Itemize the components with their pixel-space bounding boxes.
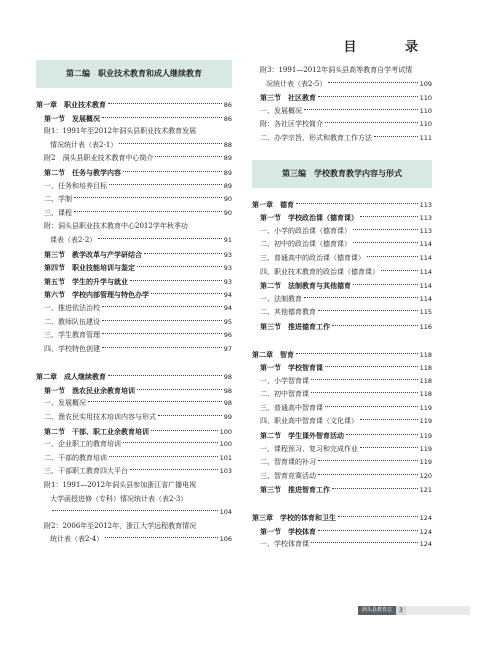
toc-page-number: 116	[419, 322, 432, 331]
book-title-tag: 洞头县教育志	[358, 606, 396, 615]
toc-entry-item[interactable]	[252, 132, 432, 146]
toc-entry-label: 第五节 学生的升学与就业	[44, 276, 128, 286]
toc-entry-label: 第二节 任务与教学内容	[44, 167, 121, 177]
toc-page-number: 113	[419, 226, 432, 235]
toc-entry-label: 第三节 社区教育	[260, 93, 316, 103]
toc-entry-item[interactable]	[36, 343, 232, 357]
toc-entry-label: 附1：1991—2012年洞头县参加浙江省广播电视	[44, 481, 197, 490]
toc-entry-item[interactable]	[252, 238, 432, 252]
toc-entry-label: 四、学校特色创建	[44, 344, 100, 353]
toc-entry-label: 一、任务和培养目标	[44, 181, 107, 190]
toc-entry-item[interactable]	[252, 105, 432, 119]
toc-entry-label: 第一节 学校体育	[260, 526, 316, 536]
dot-leader	[123, 171, 222, 172]
toc-entry-section[interactable]	[252, 320, 432, 334]
toc-entry-label: 二、其他德育教育	[260, 308, 316, 317]
dot-leader	[108, 103, 222, 104]
toc-page-number: 119	[419, 403, 432, 412]
toc-page-number: 106	[219, 535, 232, 544]
toc-entry-section[interactable]	[36, 425, 232, 439]
toc-entry-item[interactable]	[36, 329, 232, 343]
toc-entry-section[interactable]	[252, 525, 432, 539]
dot-leader	[332, 488, 418, 489]
toc-page-number: 118	[419, 390, 432, 399]
dot-leader	[105, 537, 217, 538]
toc-entry-cont[interactable]	[36, 234, 232, 248]
toc-entry-item[interactable]	[252, 266, 432, 280]
toc-entry-appendix[interactable]	[36, 152, 232, 166]
toc-entry-chapter[interactable]	[252, 348, 432, 362]
toc-entry-label: 第三节 推进智育工作	[260, 485, 330, 495]
toc-entry-label: 情况统计表（表2-1）	[50, 140, 118, 149]
toc-page-number: 96	[223, 331, 232, 340]
toc-entry-label: 三、学生教育管理	[44, 331, 100, 340]
toc-entry-item[interactable]	[252, 225, 432, 239]
toc-entry-label: 三、普通高中智育课	[260, 403, 323, 412]
toc-entry-section[interactable]	[252, 279, 432, 293]
toc-page-number: 118	[419, 376, 432, 385]
toc-entry-item[interactable]	[36, 438, 232, 452]
toc-entry-label: 三、课程	[44, 208, 72, 217]
toc-page-number: 104	[219, 508, 232, 517]
toc-entry-label: 二、干部的教育培训	[44, 453, 107, 462]
toc-page-number: 103	[219, 467, 232, 476]
dot-leader	[52, 510, 218, 511]
dot-leader	[311, 392, 418, 393]
toc-page-number: 124	[419, 527, 432, 536]
toc-page-number: 113	[419, 214, 432, 223]
dot-leader	[318, 474, 418, 475]
dot-leader	[102, 320, 222, 321]
toc-page-number: 89	[223, 168, 232, 177]
part-banner-3: 第三编 学校教育教学内容与形式	[252, 160, 432, 188]
toc-entry-chapter[interactable]	[36, 98, 232, 112]
toc-entry-label: 一、发展概况	[260, 106, 302, 115]
toc-entry-section[interactable]	[36, 275, 232, 289]
toc-entry-item[interactable]	[36, 207, 232, 221]
dot-leader	[381, 270, 418, 271]
toc-entry-appendix[interactable]	[36, 479, 232, 493]
toc-entry-label: 四、职业技术教育的政治课（德育课）	[260, 267, 379, 276]
toc-entry-item[interactable]	[252, 470, 432, 484]
dot-leader	[108, 375, 222, 376]
toc-entry-section[interactable]	[36, 248, 232, 262]
dot-leader	[311, 542, 418, 543]
toc-entry-appendix[interactable]	[36, 220, 232, 234]
toc-page-number: 86	[223, 114, 232, 123]
toc-page-number: 119	[419, 458, 432, 467]
dot-leader	[353, 229, 418, 230]
toc-entry-label: 一、发展概况	[44, 399, 86, 408]
toc-page-number: 89	[223, 154, 232, 163]
toc-page-number: 110	[419, 94, 432, 103]
dot-leader	[119, 143, 221, 144]
page-number: 3	[396, 606, 406, 615]
dot-leader	[144, 253, 222, 254]
dot-leader	[296, 203, 418, 204]
toc-entry-label: 第二章 智育	[252, 349, 294, 359]
toc-entry-item[interactable]	[36, 465, 232, 479]
toc-entry-label: 第二节 干部、职工业余教育培训	[44, 426, 149, 436]
dot-leader	[102, 347, 222, 348]
toc-entry-label: 三、智育竞赛活动	[260, 471, 316, 480]
toc-entry-label: 第二节 学生课外智育活动	[260, 431, 344, 441]
toc-entry-label: 统计表（表2-4）	[50, 535, 104, 544]
dot-leader	[102, 306, 222, 307]
toc-entry-item[interactable]	[36, 316, 232, 330]
toc-entry-cont[interactable]	[252, 78, 432, 92]
toc-spacer	[252, 334, 432, 348]
toc-entry-label: 二、教师队伍建设	[44, 317, 100, 326]
toc-page-number: 98	[223, 399, 232, 408]
toc-page-number: 124	[419, 540, 432, 549]
toc-entry-label: 一、推进依法治校	[44, 303, 100, 312]
dot-leader	[360, 447, 418, 448]
dot-leader	[328, 82, 417, 83]
toc-page-number: 124	[419, 514, 432, 523]
dot-leader	[325, 406, 418, 407]
toc-page-number: 90	[223, 208, 232, 217]
toc-page-number: 115	[419, 308, 432, 317]
toc-entry-label: 第三章 学校的体育和卫生	[252, 513, 336, 523]
dot-leader	[130, 469, 218, 470]
toc-entry-label: 二、学制	[44, 195, 72, 204]
dot-leader	[74, 211, 222, 212]
dot-leader	[158, 415, 222, 416]
dot-leader	[325, 122, 418, 123]
dot-leader	[360, 419, 418, 420]
toc-entry-label: 一、课程预习、复习和完成作业	[260, 444, 358, 453]
toc-entry-item[interactable]	[36, 193, 232, 207]
toc-entry-label: 附2 洞头县职业技术教育中心简介	[44, 154, 154, 163]
toc-page-number: 98	[223, 373, 232, 382]
toc-entry-section[interactable]	[252, 211, 432, 225]
toc-entry-item[interactable]	[252, 293, 432, 307]
dot-leader	[304, 109, 418, 110]
toc-entry-label: 一、法制教育	[260, 294, 302, 303]
toc-entry-label: 二、办学宗旨、形式和教育工作方法	[260, 133, 372, 142]
toc-entry-item[interactable]	[36, 302, 232, 316]
toc-page-number: 95	[223, 317, 232, 326]
toc-entry-chapter[interactable]	[36, 370, 232, 384]
toc-page-number: 94	[223, 291, 232, 300]
toc-page-number: 93	[223, 277, 232, 286]
toc-page-number: 91	[223, 235, 232, 244]
dot-leader	[296, 353, 418, 354]
toc-entry-item[interactable]	[252, 252, 432, 266]
toc-entry-label: 第六节 学校内部管理与特色办学	[44, 290, 149, 300]
toc-entry-item[interactable]	[36, 411, 232, 425]
toc-page-number: 86	[223, 101, 232, 109]
toc-entry-item[interactable]	[252, 456, 432, 470]
toc-page-number: 120	[419, 471, 432, 480]
toc-entry-label: 二、初中的政治课（德育课）	[260, 240, 351, 249]
toc-entry-item[interactable]	[252, 443, 432, 457]
dot-leader	[137, 266, 222, 267]
dot-leader	[109, 184, 222, 185]
toc-page-number: 110	[419, 106, 432, 115]
toc-entry-cont[interactable]	[36, 493, 232, 507]
toc-entry-label: 一、企业职工的教育培训	[44, 440, 121, 449]
toc-page-number: 118	[419, 350, 432, 359]
toc-page-number: 110	[419, 120, 432, 129]
toc-entry-item[interactable]	[252, 306, 432, 320]
toc-entry-label: 第三节 教学改革与产学研结合	[44, 249, 142, 259]
toc-entry-label: 课表（表2-2）	[50, 235, 97, 244]
toc-entry-section[interactable]	[252, 361, 432, 375]
toc-page-number: 114	[419, 294, 432, 303]
toc-entry-label: 附3：1991—2012年洞头县高等教育自学考试情	[260, 66, 413, 74]
toc-entry-label: 大学函授进修（专科）情况统计表（表2-3）	[50, 494, 188, 503]
dot-leader	[123, 442, 218, 443]
dot-leader	[353, 242, 418, 243]
page-title: 目 录	[343, 40, 440, 55]
toc-entry-item[interactable]	[36, 452, 232, 466]
toc-spacer	[36, 356, 232, 370]
dot-leader	[137, 389, 222, 390]
toc-entry-section[interactable]	[36, 288, 232, 302]
toc-entry-label: 第一章 德育	[252, 199, 294, 209]
toc-page-number: 100	[219, 440, 232, 449]
toc-entry-label: 三、普通高中的政治课（德育课）	[260, 253, 365, 262]
dot-leader	[325, 366, 418, 367]
dot-leader	[318, 530, 418, 531]
toc-entry-item[interactable]	[252, 402, 432, 416]
toc-entry-label: 第四节 职业技能培训与鉴定	[44, 263, 135, 273]
toc-entry-label: 第一节 发展概况	[44, 113, 100, 123]
page-footer	[358, 604, 470, 616]
toc-entry-item[interactable]	[36, 180, 232, 194]
dot-leader	[318, 310, 418, 311]
toc-list-left	[36, 98, 232, 547]
toc-entry-cont[interactable]	[36, 139, 232, 153]
toc-right-column	[252, 64, 432, 552]
toc-page-number: 97	[223, 344, 232, 353]
toc-entry-label: 四、职业高中智育课（文化课）	[260, 417, 358, 426]
toc-entry-label: 第一节 学校智育课	[260, 363, 323, 373]
toc-entry-section[interactable]	[252, 91, 432, 105]
toc-entry-section[interactable]	[252, 483, 432, 497]
toc-page-number: 114	[419, 267, 432, 276]
toc-page-number: 114	[419, 282, 432, 291]
toc-list-right-top	[252, 64, 432, 146]
dot-leader	[109, 456, 218, 457]
toc-page-number: 90	[223, 195, 232, 204]
toc-entry-label: 一、小学智育课	[260, 376, 309, 385]
toc-entry-label: 第二章 成人继续教育	[36, 372, 106, 382]
dot-leader	[102, 117, 222, 118]
toc-entry-appendix[interactable]	[252, 118, 432, 132]
dot-leader	[130, 280, 222, 281]
dot-leader	[338, 516, 418, 517]
toc-entry-label: 二、智育课的补习	[260, 458, 316, 467]
toc-page-number: 94	[223, 303, 232, 312]
dot-leader	[332, 325, 418, 326]
toc-entry-label: 一、学校体育课	[260, 540, 309, 549]
toc-left-column	[36, 60, 232, 547]
toc-entry-label: 况统计表（表2-5）	[266, 79, 327, 88]
dot-leader	[311, 379, 418, 380]
dot-leader	[318, 96, 418, 97]
dot-leader	[151, 293, 222, 294]
toc-entry-item[interactable]	[252, 538, 432, 552]
toc-entry-cont[interactable]	[36, 506, 232, 520]
dot-leader	[88, 401, 222, 402]
toc-entry-label: 附2：2006年至2012年，浙江大学远程教育情况	[44, 521, 197, 530]
toc-spacer	[252, 497, 432, 511]
part-banner-2: 第二编 职业技术教育和成人继续教育	[36, 60, 232, 88]
dot-leader	[98, 238, 221, 239]
toc-entry-chapter[interactable]	[252, 198, 432, 212]
toc-entry-label: 附：洞头县职业技术教育中心2012学年秋季功	[44, 222, 188, 231]
toc-page-number: 93	[223, 264, 232, 273]
toc-entry-label: 第一章 职业技术教育	[36, 100, 106, 109]
toc-entry-label: 附：各社区学校简介	[260, 120, 323, 129]
toc-entry-item[interactable]	[252, 375, 432, 389]
toc-entry-section[interactable]	[36, 166, 232, 180]
toc-page-number: 114	[419, 253, 432, 262]
toc-page-number: 99	[223, 413, 232, 422]
toc-page-number: 89	[223, 181, 232, 190]
toc-entry-appendix[interactable]	[36, 125, 232, 139]
toc-page-number: 113	[419, 200, 432, 209]
dot-leader	[346, 434, 418, 435]
toc-entry-label: 三、干部职工教育四大平台	[44, 467, 128, 476]
toc-page-number: 111	[419, 133, 432, 142]
toc-entry-label: 附1：1991年至2012年洞头县职业技术教育发展	[44, 127, 197, 136]
toc-entry-label: 第一节 学校政治课（德育课）	[260, 213, 358, 223]
toc-page-number: 109	[419, 79, 432, 88]
toc-entry-item[interactable]	[36, 397, 232, 411]
toc-entry-appendix[interactable]	[252, 64, 432, 78]
toc-page-number: 100	[219, 427, 232, 436]
toc-entry-label: 一、小学的政治课（德育课）	[260, 226, 351, 235]
toc-entry-label: 第三节 推进德育工作	[260, 321, 330, 331]
toc-entry-section[interactable]	[36, 384, 232, 398]
dot-leader	[367, 256, 418, 257]
toc-entry-section[interactable]	[36, 261, 232, 275]
dot-leader	[374, 136, 418, 137]
dot-leader	[155, 156, 221, 157]
dot-leader	[318, 460, 418, 461]
toc-list-right	[252, 198, 432, 552]
toc-entry-label: 第一节 渔农民业余教育培训	[44, 385, 135, 395]
toc-page-number: 119	[419, 417, 432, 426]
toc-page-number: 101	[219, 453, 232, 462]
toc-entry-label: 二、渔农民实用技术培训内容与形式	[44, 413, 156, 422]
toc-entry-cont[interactable]	[36, 533, 232, 547]
toc-page-number: 118	[419, 364, 432, 373]
dot-leader	[304, 297, 418, 298]
toc-page-number: 88	[223, 140, 232, 149]
dot-leader	[360, 216, 418, 217]
toc-entry-chapter[interactable]	[252, 511, 432, 525]
toc-page-number: 98	[223, 386, 232, 395]
toc-entry-label: 二、初中智育课	[260, 390, 309, 399]
toc-page-number: 93	[223, 250, 232, 259]
toc-page-number: 119	[419, 444, 432, 453]
toc-entry-appendix[interactable]	[36, 520, 232, 534]
dot-leader	[353, 284, 418, 285]
toc-entry-label: 第二节 法制教育与其他德育	[260, 281, 351, 291]
toc-entry-section[interactable]	[252, 429, 432, 443]
toc-entry-item[interactable]	[252, 415, 432, 429]
toc-page-number: 114	[419, 240, 432, 249]
toc-entry-item[interactable]	[252, 388, 432, 402]
toc-page-number: 119	[419, 432, 432, 441]
toc-page-number: 121	[419, 486, 432, 495]
dot-leader	[102, 333, 222, 334]
dot-leader	[74, 197, 222, 198]
toc-entry-section[interactable]	[36, 112, 232, 126]
footer-bar	[406, 606, 470, 615]
dot-leader	[151, 430, 218, 431]
